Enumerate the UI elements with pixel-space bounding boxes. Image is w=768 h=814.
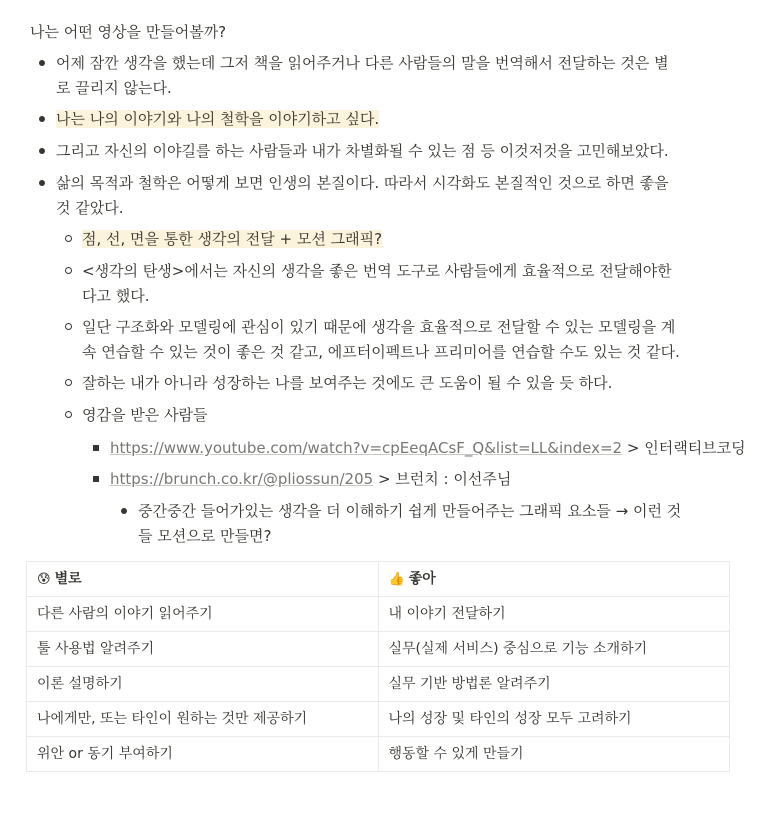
table-cell[interactable]: 나에게만, 또는 타인이 원하는 것만 제공하기 xyxy=(27,702,379,737)
bullet-circle-icon xyxy=(56,315,80,340)
link-separator: > xyxy=(622,439,645,457)
bullet-line: 일단 구조화와 모델링에 관심이 있기 때문에 생각을 효율적으로 전달할 수 있는 모델링을 계 xyxy=(82,318,676,336)
bullet-line: <생각의 탄생>에서는 자신의 생각을 좋은 번역 도구로 사람들에게 효율적으로 전달해야한 xyxy=(82,262,672,280)
table-row xyxy=(27,667,730,702)
table-row xyxy=(27,702,730,737)
table-header-row xyxy=(27,562,730,597)
bullet-circle-icon xyxy=(56,259,80,284)
bullet-line: 삶의 목적과 철학은 어떻게 보면 인생의 본질이다. 따라서 시각화도 본질적인 것으로 하면 좋을 xyxy=(56,174,669,192)
bullet-square-icon xyxy=(84,467,108,492)
table-cell[interactable]: 나의 성장 및 타인의 성장 모두 고려하기 xyxy=(378,702,730,737)
bullet-line: 속 연습할 수 있는 것이 좋은 것 같고, 에프터이펙트나 프리미어를 연습할 수도 있는 것 같다. xyxy=(82,343,680,361)
highlighted-text: 나는 나의 이야기와 나의 철학을 이야기하고 싶다. xyxy=(56,110,380,128)
comparison-table xyxy=(26,561,730,772)
bullet-circle-icon xyxy=(56,371,80,396)
table-cell[interactable]: 툴 사용법 알려주기 xyxy=(27,632,379,667)
anxious-face-icon: 😰 xyxy=(37,571,51,587)
bullet-circle-icon xyxy=(56,403,80,428)
header-label: 좋아 xyxy=(408,570,436,587)
table-cell[interactable]: 행동할 수 있게 만들기 xyxy=(378,737,730,772)
table-cell[interactable]: 이론 설명하기 xyxy=(27,667,379,702)
link-separator: > xyxy=(373,470,396,488)
table-row xyxy=(27,597,730,632)
youtube-link[interactable]: https://www.youtube.com/watch?v=cpEeqACsF_Q&list=LL&index=2 xyxy=(110,439,623,457)
table-header-cell[interactable] xyxy=(378,562,730,597)
bullet-disc-icon xyxy=(30,139,54,164)
table-cell[interactable]: 다른 사람의 이야기 읽어주기 xyxy=(27,597,379,632)
bullet-line: 중간중간 들어가있는 생각을 더 이해하기 쉽게 만들어주는 그래픽 요소들 → 이런 것 xyxy=(138,502,682,520)
brunch-link[interactable]: https://brunch.co.kr/@pliossun/205 xyxy=(110,470,374,488)
table-row xyxy=(27,737,730,772)
thumbs-up-icon: 👍 xyxy=(388,571,405,587)
bullet-line: 들 모션으로 만들면? xyxy=(138,527,272,545)
bullet-line: 어제 잠깐 생각을 했는데 그저 책을 읽어주거나 다른 사람들의 말을 번역해서 전달하는 것은 별 xyxy=(56,54,669,72)
bullet-line: 다고 했다. xyxy=(82,287,150,305)
table-cell[interactable]: 위안 or 동기 부여하기 xyxy=(27,737,379,772)
link-label: 브런치 : 이선주님 xyxy=(395,470,512,488)
bullet-disc-icon xyxy=(30,107,54,132)
page-heading: 나는 어떤 영상을 만들어볼까? xyxy=(30,23,227,41)
header-label: 별로 xyxy=(54,570,82,587)
link-label: 인터랙티브코딩 xyxy=(644,439,746,457)
bullet-line: 로 끌리지 않는다. xyxy=(56,79,172,97)
bullet-line: 것 같았다. xyxy=(56,199,124,217)
table-cell[interactable]: 내 이야기 전달하기 xyxy=(378,597,730,632)
bullet-line: 그리고 자신의 이야길를 하는 사람들과 내가 차별화될 수 있는 점 등 이것저것을 고민해보았다. xyxy=(56,142,669,160)
bullet-circle-icon xyxy=(56,227,80,252)
bullet-disc-icon xyxy=(112,499,136,524)
table-row xyxy=(27,632,730,667)
bullet-line: 잘하는 내가 아니라 성장하는 나를 보여주는 것에도 큰 도움이 될 수 있을 듯 하다. xyxy=(82,374,613,392)
table-cell[interactable]: 실무 기반 방법론 알려주기 xyxy=(378,667,730,702)
bullet-disc-icon xyxy=(30,51,54,76)
table-header-cell[interactable] xyxy=(27,562,379,597)
bullet-line: 영감을 받은 사람들 xyxy=(82,406,208,424)
bullet-square-icon xyxy=(84,436,108,461)
table-cell[interactable]: 실무(실제 서비스) 중심으로 기능 소개하기 xyxy=(378,632,730,667)
highlighted-text: 점, 선, 면을 통한 생각의 전달 + 모션 그래픽? xyxy=(82,230,383,248)
bullet-disc-icon xyxy=(30,171,54,196)
